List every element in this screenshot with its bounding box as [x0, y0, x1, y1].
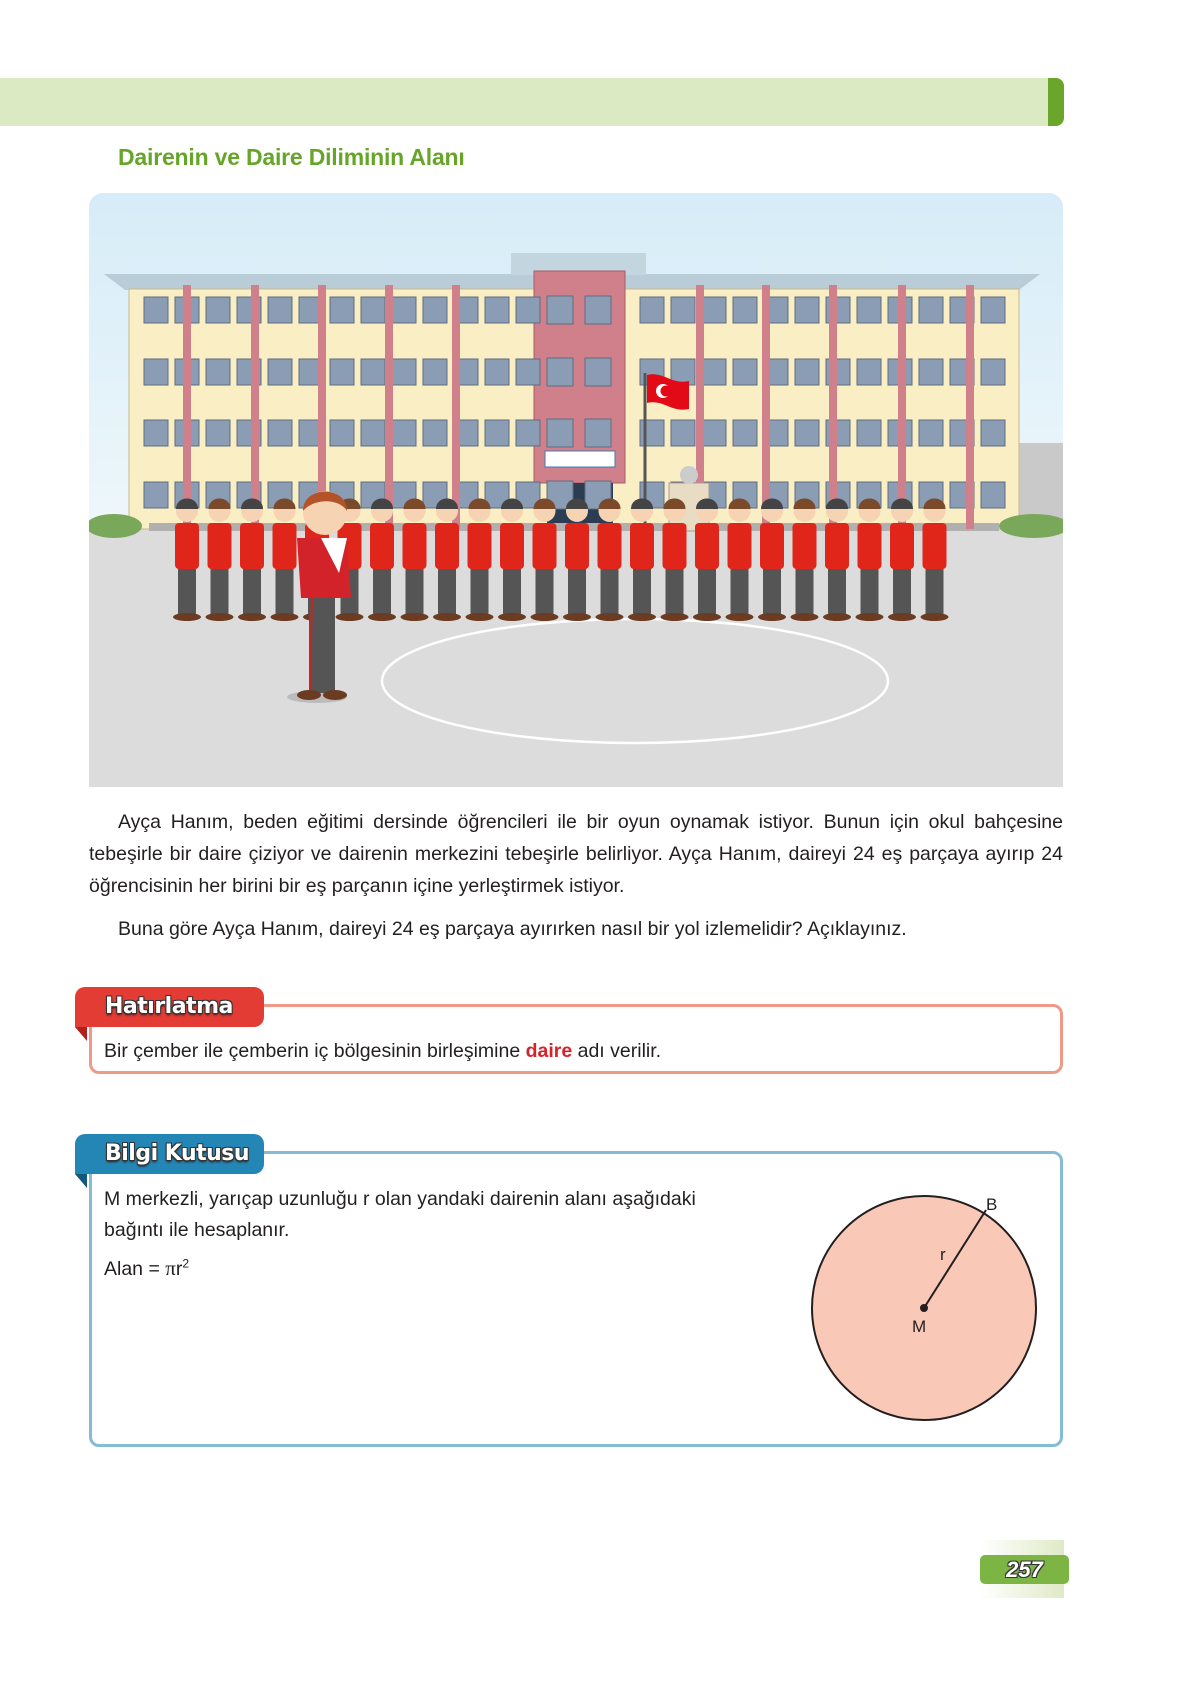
point-b-label: B [986, 1195, 998, 1214]
reminder-highlight-term: daire [525, 1040, 573, 1062]
window [795, 359, 819, 385]
reminder-text-after: adı verilir. [572, 1040, 662, 1062]
pillar [385, 285, 393, 529]
window [361, 297, 385, 323]
window [919, 420, 943, 446]
reminder-text-before: Bir çember ile çemberin iç bölgesinin birleşimine [104, 1040, 526, 1062]
formula-exponent: 2 [182, 1256, 190, 1271]
window [516, 297, 540, 323]
window [268, 420, 292, 446]
page-number: 257 [980, 1555, 1069, 1584]
window [981, 359, 1005, 385]
window [206, 359, 230, 385]
window [361, 420, 385, 446]
bust [680, 466, 698, 484]
pillar [251, 285, 259, 529]
window [919, 297, 943, 323]
chapter-header-cap [1048, 78, 1064, 126]
window [330, 359, 354, 385]
window [857, 297, 881, 323]
school-sign [545, 451, 615, 467]
window [144, 359, 168, 385]
pillar [183, 285, 191, 529]
window [268, 297, 292, 323]
pillar [762, 285, 770, 529]
school-yard-illustration [89, 193, 1063, 787]
section-title: Dairenin ve Daire Diliminin Alanı [118, 144, 465, 170]
window [206, 420, 230, 446]
center-point [920, 1304, 928, 1312]
window [733, 297, 757, 323]
window [671, 420, 695, 446]
window [392, 297, 416, 323]
window [423, 359, 447, 385]
info-line-1: M merkezli, yarıçap uzunluğu r olan yandaki dairenin alanı aşağıdaki [104, 1188, 696, 1210]
window [144, 297, 168, 323]
info-line-2: bağıntı ile hesaplanır. [104, 1219, 290, 1241]
window [795, 297, 819, 323]
window [547, 358, 573, 386]
window [671, 297, 695, 323]
circle-diagram [800, 1180, 1060, 1430]
window [585, 358, 611, 386]
window [919, 359, 943, 385]
window [144, 482, 168, 508]
window [702, 359, 726, 385]
reminder-tab-fold [75, 1027, 87, 1041]
window [857, 420, 881, 446]
window [485, 420, 509, 446]
window [423, 420, 447, 446]
pillar [452, 285, 460, 529]
window [516, 420, 540, 446]
info-box-label: Bilgi Kutusu [75, 1134, 264, 1174]
window [144, 420, 168, 446]
window [485, 359, 509, 385]
window [981, 482, 1005, 508]
window [547, 296, 573, 324]
formula-pi: π [165, 1256, 176, 1280]
pillar [829, 285, 837, 529]
window [392, 420, 416, 446]
school-scene [89, 193, 1063, 787]
reminder-label: Hatırlatma [75, 987, 264, 1027]
window [516, 359, 540, 385]
window [423, 297, 447, 323]
window [206, 297, 230, 323]
radius-label: r [940, 1245, 946, 1264]
window [702, 420, 726, 446]
reminder-text [104, 1040, 661, 1063]
window [585, 296, 611, 324]
window [361, 359, 385, 385]
window [981, 297, 1005, 323]
area-formula [104, 1256, 189, 1281]
window [585, 419, 611, 447]
window [733, 359, 757, 385]
formula-prefix: Alan = [104, 1258, 166, 1280]
pillar [966, 285, 974, 529]
window [268, 359, 292, 385]
info-tab-fold [75, 1174, 87, 1188]
center-m-label: M [912, 1317, 927, 1336]
window [330, 297, 354, 323]
problem-paragraph: Ayça Hanım, beden eğitimi dersinde öğrencileri ile bir oyun oynamak istiyor. Bunun için okul bahçesine tebeşirle bir daire çiziyor ve dairenin merkezini tebeşirle belirliyor. Ayça Hanım, daireyi 24 eş parçaya ayırıp 24 öğrencisinin her birini bir eş parçanın içine yerleştirmek istiyor. [89, 811, 1063, 897]
window [702, 297, 726, 323]
chapter-header-bar [0, 78, 1056, 126]
question-paragraph: Buna göre Ayça Hanım, daireyi 24 eş parçaya ayırırken nasıl bir yol izlemelidir? Açıklayınız. [118, 918, 907, 940]
formula-r: r [175, 1258, 183, 1280]
window [733, 420, 757, 446]
window [640, 297, 664, 323]
window [330, 420, 354, 446]
window [485, 297, 509, 323]
window [392, 359, 416, 385]
window [857, 359, 881, 385]
window [795, 420, 819, 446]
window [981, 420, 1005, 446]
window [547, 419, 573, 447]
pillar [898, 285, 906, 529]
